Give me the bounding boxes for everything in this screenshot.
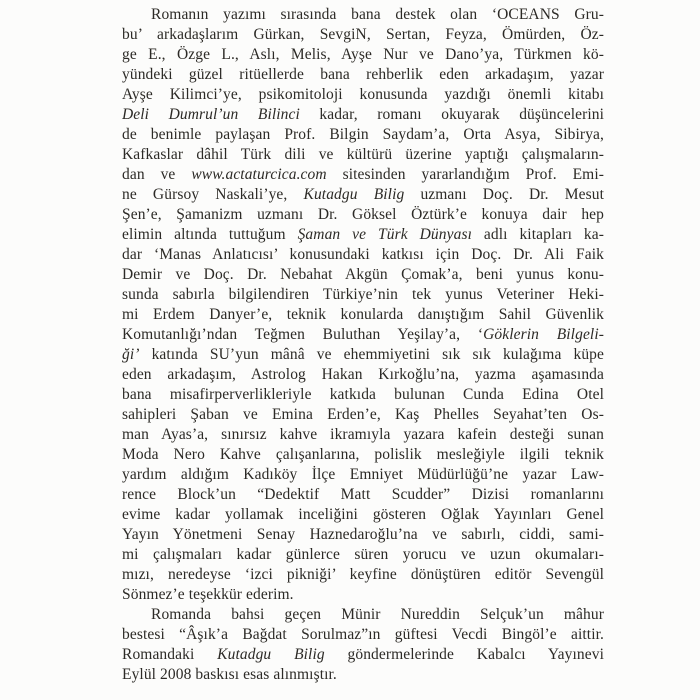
text-run: Şen’e, Şamanizm uzmanı Dr. Göksel Öztürk’e konuya dair hep: [122, 206, 604, 223]
text-line: [122, 85, 604, 105]
italic-text-run: ği’: [122, 346, 140, 363]
text-line: [122, 325, 604, 345]
text-line: [122, 445, 604, 465]
text-line: [122, 285, 604, 305]
text-line: [122, 505, 604, 525]
text-line: [122, 125, 604, 145]
text-line: [122, 405, 604, 425]
text-run: Demir ve Doç. Dr. Nebahat Akgün Çomak’a, beni yunus konu-: [122, 266, 604, 283]
text-run: Romanda bahsi geçen Münir Nureddin Selçuk’un mâhur: [151, 606, 604, 623]
italic-text-run: Göklerin Bilgeli-: [483, 326, 604, 343]
text-line: [122, 565, 604, 585]
text-run: Eylül 2008 baskısı esas alınmıştır.: [122, 666, 337, 683]
text-line: [122, 585, 604, 605]
text-run: Yayın Yönetmeni Senay Haznedaroğlu’na ve sabırlı, ciddi, sami-: [122, 526, 604, 543]
text-run: yardım aldığım Kadıköy İlçe Emniyet Müdürlüğü’ne yazar Law-: [122, 466, 604, 483]
text-run: mi Erdem Danyer’e, teknik konularda danıştığım Sahil Güvenlik: [122, 306, 604, 323]
text-line: [122, 525, 604, 545]
text-run: uzmanı Doç. Dr. Mesut: [404, 186, 604, 203]
text-line: [122, 425, 604, 445]
text-run: rence Block’un “Dedektif Matt Scudder” Dizisi romanlarını: [122, 486, 604, 503]
text-run: de benimle paylaşan Prof. Bilgin Saydam’a, Orta Asya, Sibirya,: [122, 126, 604, 143]
italic-text-run: Kutadgu Bilig: [217, 646, 325, 663]
text-line: [122, 145, 604, 165]
text-run: mızı, neredeyse ‘izci pikniği’ keyfine dönüştüren editör Sevengül: [122, 566, 604, 583]
text-line: [122, 205, 604, 225]
text-line: [122, 665, 604, 685]
text-run: sitesinden yararlandığım Prof. Emi-: [326, 166, 604, 183]
text-run: sahipleri Şaban ve Emina Erden’e, Kaş Phelles Seyahat’ten Os-: [122, 406, 604, 423]
text-line: [122, 385, 604, 405]
text-run: elimin altında tuttuğum: [122, 226, 298, 243]
paragraph-1: [122, 5, 604, 605]
text-line: [122, 365, 604, 385]
text-line: [122, 245, 604, 265]
text-run: Romandaki: [122, 646, 218, 663]
text-line: [122, 465, 604, 485]
text-line: [122, 305, 604, 325]
text-line: [122, 5, 604, 25]
text-run: adlı kitapları ka-: [472, 226, 604, 243]
text-run: dan ve: [122, 166, 192, 183]
text-line: [122, 45, 604, 65]
italic-text-run: Şaman ve Türk Dünyası: [297, 226, 472, 243]
text-line: [122, 185, 604, 205]
acknowledgments-text-block: [122, 5, 604, 685]
text-line: [122, 225, 604, 245]
text-run: Kafkaslar dâhil Türk dili ve kültürü üzerine yaptığı çalışmaların-: [122, 146, 604, 163]
text-line: [122, 545, 604, 565]
text-run: yündeki güzel ritüellerde bana rehberlik eden arkadaşım, yazar: [122, 66, 604, 83]
text-run: katında SU’yun mânâ ve ehemmiyetini sık sık kulağıma küpe: [139, 346, 604, 363]
text-run: Moda Nero Kahve çalışanlarına, polislik mesleğiyle ilgili teknik: [122, 446, 604, 463]
text-run: eden arkadaşım, Astrolog Hakan Kırkoğlu’na, yazma aşamasında: [122, 366, 604, 383]
text-run: dar ‘Manas Anlatıcısı’ konusundaki katkısı için Doç. Dr. Ali Faik: [122, 246, 604, 263]
text-run: Romanın yazımı sırasında bana destek olan ‘OCEANS Gru-: [151, 6, 604, 23]
text-line: [122, 625, 604, 645]
text-run: Sönmez’e teşekkür ederim.: [122, 586, 294, 603]
text-run: ge E., Özge L., Aslı, Melis, Ayşe Nur ve Dano’ya, Türkmen kö-: [122, 46, 604, 63]
text-line: [122, 485, 604, 505]
text-run: kadar, romanı okuyarak düşüncelerini: [299, 106, 604, 123]
text-run: Komutanlığı’ndan Teğmen Buluthan Yeşilay’a, ‘: [122, 326, 484, 343]
italic-text-run: Kutadgu Bilig: [303, 186, 405, 203]
text-run: evime kadar yollamak inceliğini gösteren Oğlak Yayınları Genel: [122, 506, 604, 523]
text-line: [122, 105, 604, 125]
text-run: Ayşe Kilimci’ye, psikomitoloji konusunda yazdığı önemli kitabı: [122, 86, 604, 103]
text-run: bana misafirperverlikleriyle katkıda bulunan Cunda Edina Otel: [122, 386, 604, 403]
text-run: sunda sabırla bilgilendiren Türkiye’nin tek yunus Veteriner Heki-: [122, 286, 604, 303]
text-line: [122, 645, 604, 665]
text-line: [122, 165, 604, 185]
paragraph-2: [122, 605, 604, 685]
text-run: bestesi “Âşık’a Bağdat Sorulmaz”ın güftesi Vecdi Bingöl’e aittir.: [122, 626, 604, 643]
text-run: bu’ arkadaşlarım Gürkan, SevgiN, Sertan, Feyza, Ömürden, Öz-: [122, 26, 604, 43]
text-run: ne Gürsoy Naskali’ye,: [122, 186, 304, 203]
italic-text-run: Deli Dumrul’un Bilinci: [122, 106, 300, 123]
text-run: man Ayas’a, sınırsız kahve ikramıyla yazara kafein desteği sunan: [122, 426, 604, 443]
text-line: [122, 345, 604, 365]
text-line: [122, 605, 604, 625]
text-line: [122, 65, 604, 85]
text-line: [122, 265, 604, 285]
italic-text-run: www.actaturcica.com: [191, 166, 327, 183]
text-run: mi çalışmaları kadar günlerce süren yorucu ve uzun okumaları-: [122, 546, 604, 563]
text-run: göndermelerinde Kabalcı Yayınevi: [324, 646, 604, 663]
text-line: [122, 25, 604, 45]
